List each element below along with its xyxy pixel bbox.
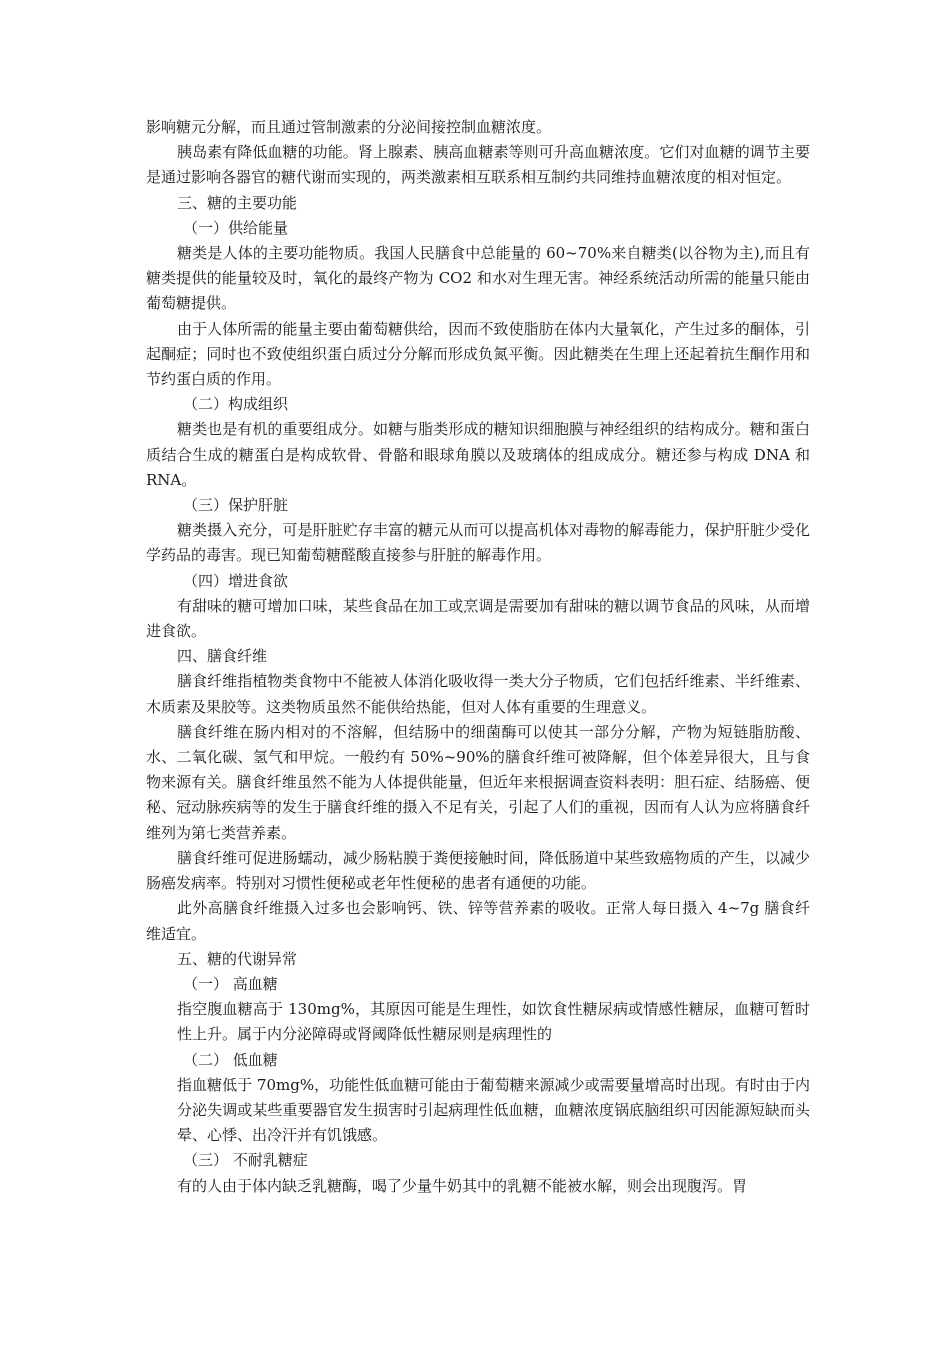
section-heading: 五、糖的代谢异常 bbox=[177, 949, 298, 968]
paragraph: 糖类是人体的主要功能物质。我国人民膳食中总能量的 60~70%来自糖类(以谷物为主),而且有糖类提供的能量较及时，氧化的最终产物为 CO2 和水对生理无害。神经系统活动所需的能量只能由葡萄糖提供。 bbox=[146, 244, 810, 313]
subsection-heading: （三） 不耐乳糖症 bbox=[183, 1151, 308, 1170]
paragraph: 此外高膳食纤维摄入过多也会影响钙、铁、锌等营养素的吸收。正常人每日摄入 4~7g 膳食纤维适宜。 bbox=[146, 899, 810, 943]
paragraph: 糖类也是有机的重要组成分。如糖与脂类形成的糖知识细胞膜与神经组织的结构成分。糖和蛋白质结合生成的糖蛋白是构成软骨、骨骼和眼球角膜以及玻璃体的组成成分。糖还参与构成 DNA 和 RNA。 bbox=[146, 420, 810, 489]
subsection-heading: （二） 低血糖 bbox=[183, 1050, 278, 1069]
subsection-heading: （一）供给能量 bbox=[183, 218, 289, 237]
paragraph: 胰岛素有降低血糖的功能。肾上腺素、胰高血糖素等则可升高血糖浓度。它们对血糖的调节主要是通过影响各器官的糖代谢而实现的，两类激素相互联系相互制约共同维持血糖浓度的相对恒定。 bbox=[146, 143, 810, 187]
subsection-heading: （二）构成组织 bbox=[183, 395, 289, 414]
section-heading: 三、糖的主要功能 bbox=[177, 193, 298, 212]
subsection-heading: （四）增进食欲 bbox=[183, 571, 289, 590]
paragraph: 膳食纤维可促进肠蠕动，减少肠粘膜于粪便接触时间，降低肠道中某些致癌物质的产生，以减少肠癌发病率。特别对习惯性便秘或老年性便秘的患者有通便的功能。 bbox=[146, 848, 810, 893]
paragraph: 由于人体所需的能量主要由葡萄糖供给，因而不致使脂肪在体内大量氧化，产生过多的酮体，引起酮症；同时也不致使组织蛋白质过分分解而形成负氮平衡。因此糖类在生理上还起着抗生酮作用和节约蛋白质的作用。 bbox=[146, 319, 810, 389]
paragraph-block: 指空腹血糖高于 130mg%，其原因可能是生理性，如饮食性糖尿病或情感性糖尿，血糖可暂时性上升。属于内分泌障碍或肾阈降低性糖尿则是病理性的 bbox=[177, 1000, 810, 1044]
paragraph-block: 指血糖低于 70mg%，功能性低血糖可能由于葡萄糖来源减少或需要量增高时出现。有时由于内分泌失调或某些重要器官发生损害时引起病理性低血糖，血糖浓度锅底脑组织可因能源短缺而头晕、心悸、出冷汗并有饥饿感。 bbox=[177, 1075, 810, 1145]
paragraph-block: 有的人由于体内缺乏乳糖酶，喝了少量牛奶其中的乳糖不能被水解，则会出现腹泻。胃 bbox=[177, 1176, 748, 1195]
paragraph: 膳食纤维指植物类食物中不能被人体消化吸收得一类大分子物质，它们包括纤维素、半纤维素、木质素及果胶等。这类物质虽然不能供给热能，但对人体有重要的生理意义。 bbox=[146, 672, 810, 716]
document-page bbox=[146, 115, 810, 1199]
paragraph: 膳食纤维在肠内相对的不溶解，但结肠中的细菌酶可以使其一部分分解，产物为短链脂肪酸、水、二氧化碳、氢气和甲烷。一般约有 50%~90%的膳食纤维可被降解，但个体差异很大，且与食物来源有关。膳食纤维虽然不能为人体提供能量，但近年来根据调查资料表明：胆石症、结肠癌、便秘、冠动脉疾病等的发生于膳食纤维的摄入不足有关，引起了人们的重视，因而有人认为应将膳食纤维列为第七类营养素。 bbox=[146, 722, 810, 842]
subsection-heading: （三）保护肝脏 bbox=[183, 496, 289, 515]
paragraph-continuation: 影响糖元分解，而且通过管制激素的分泌间接控制血糖浓度。 bbox=[146, 118, 552, 136]
subsection-heading: （一） 高血糖 bbox=[183, 974, 278, 993]
paragraph: 有甜味的糖可增加口味，某些食品在加工或烹调是需要加有甜味的糖以调节食品的风味，从而增进食欲。 bbox=[146, 596, 810, 641]
paragraph: 糖类摄入充分，可是肝脏贮存丰富的糖元从而可以提高机体对毒物的解毒能力，保护肝脏少受化学药品的毒害。现已知葡萄糖醛酸直接参与肝脏的解毒作用。 bbox=[146, 521, 810, 565]
section-heading: 四、膳食纤维 bbox=[177, 647, 268, 666]
